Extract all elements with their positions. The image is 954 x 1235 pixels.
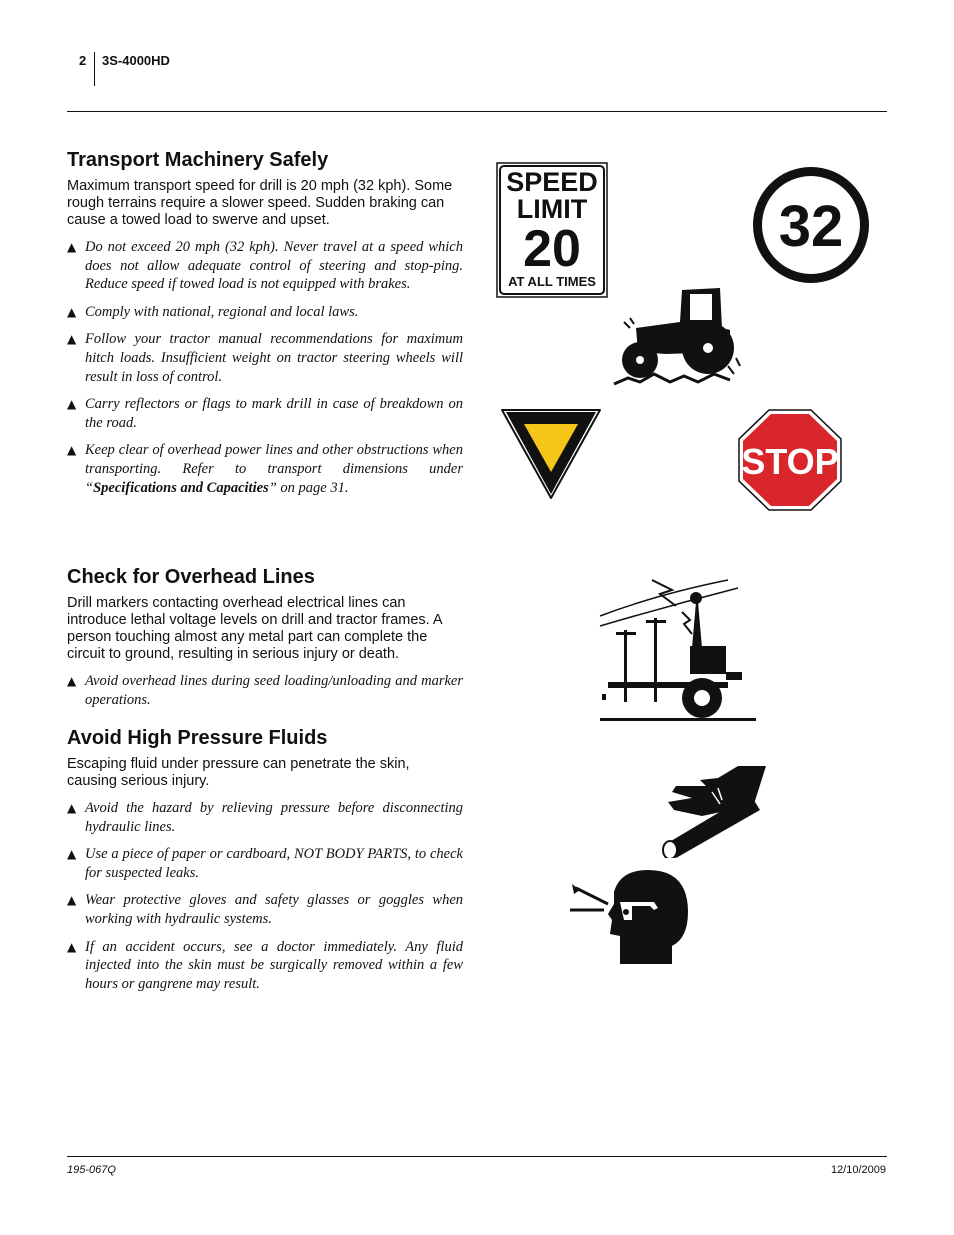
warning-triangle-icon: ▲ bbox=[67, 847, 77, 862]
pressure-intro: Escaping fluid under pressure can penetrate the skin, causing serious injury. bbox=[67, 756, 410, 789]
list-item: ▲ Keep clear of overhead power lines and other obstructions when transporting. Refer to transport dimensions under “Specifications and Capacities” on page 31. bbox=[67, 442, 463, 496]
transport-title: Transport Machinery Safely bbox=[67, 149, 329, 171]
document-date: 12/10/2009 bbox=[830, 1164, 886, 1176]
overhead-title: Check for Overhead Lines bbox=[67, 566, 315, 588]
overhead-power-line-icon bbox=[598, 576, 758, 724]
speed-sign-footer: AT ALL TIMES bbox=[508, 274, 596, 289]
tractor-rough-terrain-icon bbox=[610, 282, 746, 390]
footer-rule bbox=[67, 1156, 887, 1157]
list-item: ▲ If an accident occurs, see a doctor immediately. Any fluid injected into the skin must be surgically removed within a few hours or gangrene may result. bbox=[67, 938, 463, 992]
warning-triangle-icon: ▲ bbox=[67, 893, 77, 908]
warning-triangle-icon: ▲ bbox=[67, 939, 77, 954]
stop-sign-text: STOP bbox=[741, 441, 839, 482]
list-item: ▲ Carry reflectors or flags to mark drill in case of breakdown on the road. bbox=[67, 396, 463, 431]
overhead-intro: Drill markers contacting overhead electrical lines can introduce lethal voltage levels on drill and tractor frames. A person touching almost any metal part can complete the circuit to ground, resulting in serious injury or death. bbox=[67, 595, 442, 662]
warning-triangle-icon: ▲ bbox=[67, 304, 77, 319]
header-divider bbox=[94, 52, 95, 86]
safety-glasses-icon bbox=[568, 866, 692, 966]
specifications-reference: Specifications and Capacities bbox=[93, 479, 269, 496]
warning-triangle-icon: ▲ bbox=[67, 397, 77, 412]
fluid-injection-hand-icon bbox=[662, 764, 770, 858]
speed-sign-number: 20 bbox=[523, 220, 581, 278]
speed-sign-line1: SPEED bbox=[506, 167, 598, 197]
pressure-bullets bbox=[67, 799, 463, 993]
transport-section bbox=[67, 148, 463, 506]
warning-triangle-icon: ▲ bbox=[67, 332, 77, 347]
yield-sign bbox=[498, 406, 604, 500]
stop-sign bbox=[737, 408, 843, 512]
overhead-section bbox=[67, 565, 463, 718]
list-item: ▲ Use a piece of paper or cardboard, NOT BODY PARTS, to check for suspected leaks. bbox=[67, 846, 463, 881]
list-item: ▲ Avoid overhead lines during seed loading/unloading and marker operations. bbox=[67, 673, 463, 708]
list-item: ▲ Wear protective gloves and safety glasses or goggles when working with hydraulic systems. bbox=[67, 892, 463, 927]
warning-triangle-icon: ▲ bbox=[67, 674, 77, 688]
list-item: ▲ Avoid the hazard by relieving pressure before disconnecting hydraulic lines. bbox=[67, 800, 463, 835]
warning-triangle-icon: ▲ bbox=[67, 443, 77, 458]
transport-intro: Maximum transport speed for drill is 20 mph (32 kph). Some rough terrains require a slower speed. Sudden braking can cause a towed load to swerve and upset. bbox=[67, 178, 453, 228]
list-item: ▲ Follow your tractor manual recommendations for maximum hitch loads. Insufficient weight on tractor steering wheels will result in loss of control. bbox=[67, 331, 463, 385]
pressure-title: Avoid High Pressure Fluids bbox=[67, 727, 328, 749]
pressure-section bbox=[67, 726, 463, 1002]
kph-number: 32 bbox=[778, 194, 844, 259]
warning-triangle-icon: ▲ bbox=[67, 240, 77, 254]
model-name: 3S-4000HD bbox=[102, 53, 170, 68]
page-number: 2 bbox=[79, 53, 87, 68]
kph-limit-sign bbox=[751, 165, 871, 285]
header-rule bbox=[67, 111, 887, 112]
speed-sign-line2: LIMIT bbox=[516, 194, 588, 224]
document-number: 195-067Q bbox=[67, 1164, 116, 1176]
overhead-bullets bbox=[67, 672, 463, 709]
list-item: ▲ Do not exceed 20 mph (32 kph). Never travel at a speed which does not allow adequate control of steering and stop-ping. Reduce speed if towed load is not equipped with brakes. bbox=[67, 239, 463, 293]
transport-bullets bbox=[67, 238, 463, 497]
warning-triangle-icon: ▲ bbox=[67, 801, 77, 815]
speed-limit-sign bbox=[496, 162, 608, 298]
list-item: ▲ Comply with national, regional and local laws. bbox=[67, 303, 359, 320]
